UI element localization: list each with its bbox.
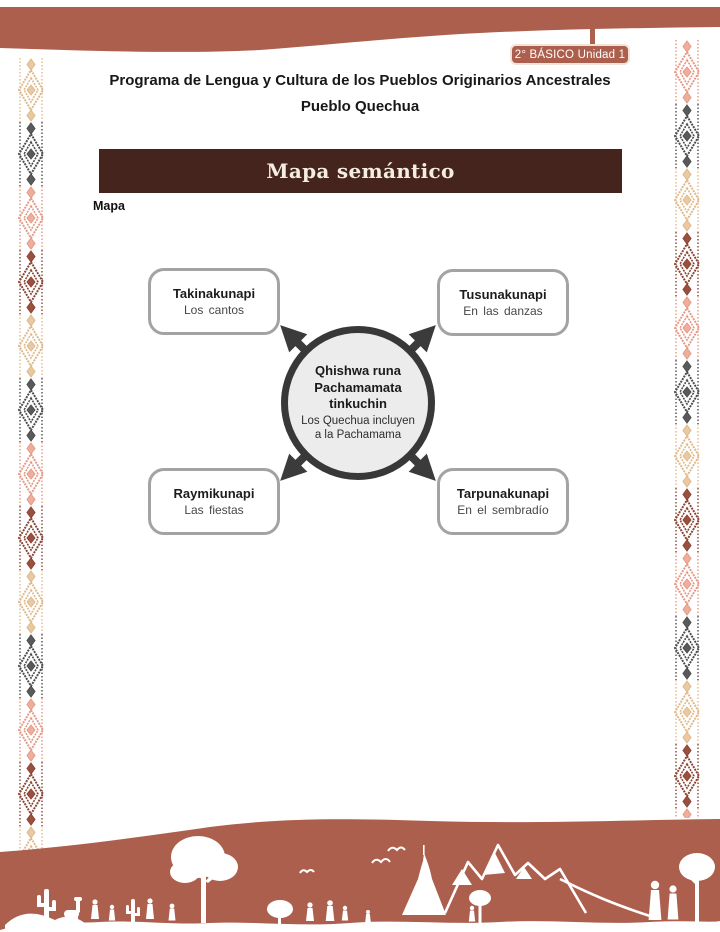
node-top-left [148,268,280,335]
node-subtitle: En las danzas [463,304,543,318]
textile-border-right [674,40,700,818]
program-title: Programa de Lengua y Cultura de los Pueblos Originarios Ancestrales [109,72,611,89]
node-title: Tusunakunapi [459,287,547,302]
map-label: Mapa [93,199,125,213]
node-subtitle: Las fiestas [184,503,244,517]
node-bottom-left [148,468,280,535]
node-title: Raymikunapi [173,486,255,501]
section-banner-title: Mapa semántico [266,159,455,183]
center-node-title: Qhishwa runa Pachamamata tinkuchin [314,363,402,411]
pueblo-subtitle: Pueblo Quechua [300,98,420,115]
node-bottom-right [437,468,569,535]
center-node [281,326,435,480]
node-title: Takinakunapi [172,286,256,301]
node-subtitle: Los cantos [183,303,245,317]
node-subtitle: En el sembradío [457,503,549,517]
bottom-landscape-band [0,817,720,932]
center-node-subtitle: Los Quechua incluyen a la Pachamama [301,415,415,442]
node-top-right [437,269,569,336]
textile-border-left [18,58,44,852]
unit-badge-label: 2° BÁSICO Unidad 1 [514,48,626,61]
node-title: Tarpunakunapi [456,486,550,501]
section-banner [99,149,622,193]
unit-badge [510,44,630,65]
